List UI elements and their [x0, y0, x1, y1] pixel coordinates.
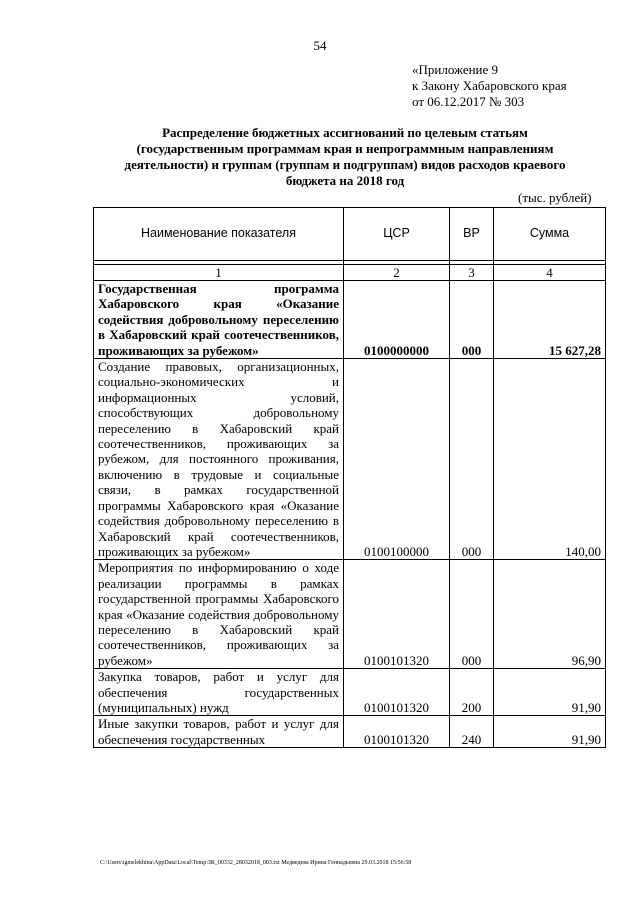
annex-line-3: от 06.12.2017 № 303 — [412, 94, 525, 109]
annex-line-1: «Приложение 9 — [412, 62, 499, 77]
col-number-3: 3 — [450, 265, 494, 281]
row-csr: 0100101320 — [344, 716, 450, 748]
row-csr: 0100000000 — [344, 281, 450, 359]
row-vr: 000 — [450, 281, 494, 359]
file-path-footer: C:\Users\igmelekhina\AppData\Local\Temp\ЗК_00332_28032018_003.txt Медведева Ирина Геннадьевна 29.03.2018 15:56:58 — [100, 860, 412, 866]
table-row — [94, 716, 606, 748]
row-sum: 91,90 — [494, 669, 606, 716]
header-csr: ЦСР — [344, 208, 450, 261]
page-number: 54 — [313, 38, 327, 53]
row-sum: 15 627,28 — [494, 281, 606, 359]
annex-line-2: к Закону Хабаровского края — [412, 78, 567, 93]
row-csr: 0100100000 — [344, 359, 450, 560]
table-row — [94, 669, 606, 716]
column-number-row — [94, 265, 606, 281]
row-sum: 140,00 — [494, 359, 606, 560]
units-label: (тыс. рублей) — [518, 190, 592, 205]
header-name: Наименование показателя — [94, 208, 344, 261]
table-header-row — [94, 208, 606, 261]
row-sum: 91,90 — [494, 716, 606, 748]
table-row — [94, 359, 606, 560]
col-number-2: 2 — [344, 265, 450, 281]
annex-reference — [412, 62, 567, 110]
budget-table — [93, 207, 606, 748]
row-vr: 240 — [450, 716, 494, 748]
row-sum: 96,90 — [494, 560, 606, 669]
row-name: Закупка товаров, работ и услуг для обеспечения государственных (муниципальных) нужд — [94, 669, 344, 716]
row-name: Иные закупки товаров, работ и услуг для обеспечения государственных — [94, 716, 344, 748]
header-sum: Сумма — [494, 208, 606, 261]
document-title: Распределение бюджетных ассигнований по целевым статьям (государственным программам края и непрограммным направлениям деятельности) и группам (группам и подгруппам) видов расходов краевого бюджета на 2018 год — [124, 125, 566, 188]
row-vr: 000 — [450, 359, 494, 560]
row-csr: 0100101320 — [344, 669, 450, 716]
row-csr: 0100101320 — [344, 560, 450, 669]
col-number-4: 4 — [494, 265, 606, 281]
row-vr: 200 — [450, 669, 494, 716]
row-name: Мероприятия по информированию о ходе реализации программы в рамках государственной программы Хабаровского края «Оказание содействия добровольному переселению в Хабаровский край соотечественников, проживающих за рубежом» — [94, 560, 344, 669]
col-number-1: 1 — [94, 265, 344, 281]
row-vr: 000 — [450, 560, 494, 669]
row-name: Создание правовых, организационных, социально-экономических и информационных условий, способствующих добровольному переселению в Хабаровский край соотечественников, проживающих за рубежом, для постоянного проживания, включению в трудовые и социальные связи, в рамках государственной программы Хабаровского края «Оказание содействия добровольному переселению в Хабаровский край соотечественников, проживающих за рубежом» — [94, 359, 344, 560]
header-vr: ВР — [450, 208, 494, 261]
row-name: Государственная программа Хабаровского края «Оказание содействия добровольному переселению в Хабаровский край соотечественников, проживающих за рубежом» — [94, 281, 344, 359]
table-row — [94, 560, 606, 669]
table-row — [94, 281, 606, 359]
